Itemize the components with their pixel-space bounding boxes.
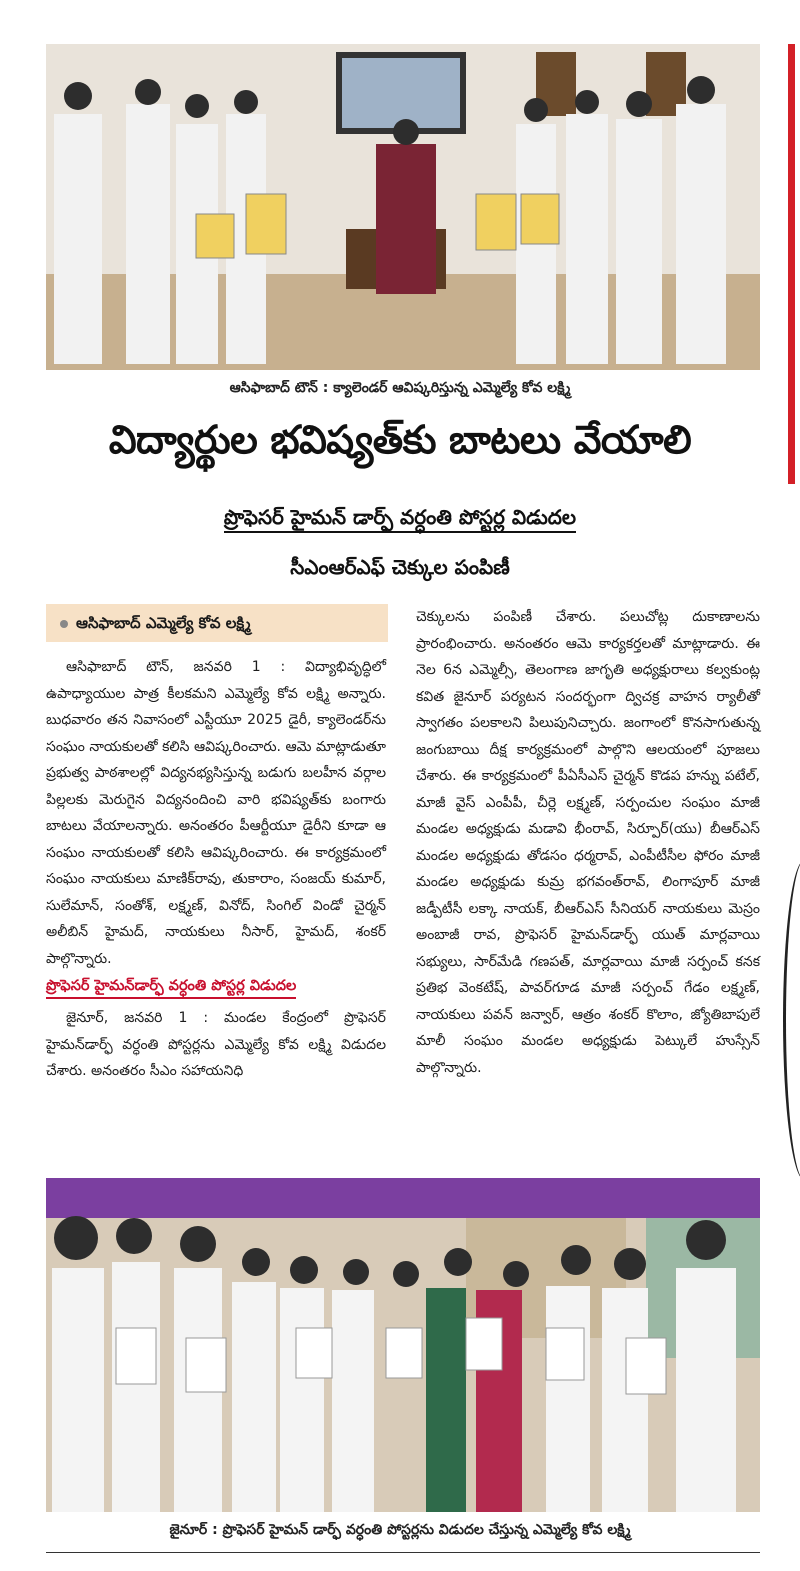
subheading-2: సీఎంఆర్ఎఫ్ చెక్కుల పంపిణీ [290,555,510,579]
byline-box [46,604,388,642]
bullet-icon [60,620,68,628]
headline: విద్యార్థుల భవిష్యత్‌కు బాటలు వేయాలి [108,418,692,463]
top-photo [46,44,760,370]
red-accent-strip [788,44,795,484]
sub-story-heading: ప్రొఫెసర్ హైమన్‌డార్ఫ్ వర్ధంతి పోస్టర్ల విడుదల [46,975,296,999]
column-1-paragraph-1: ఆసిఫాబాద్ టౌన్, జనవరి 1 : విద్యాభివృద్ధిలో ఉపాధ్యాయుల పాత్ర కీలకమని ఎమ్మెల్యే కోవ లక్ష్మి అన్నారు. బుధవారం తన నివాసంలో ఎస్టీయూ 2025 డైరీ, క్యాలెండర్‌ను సంఘం నాయకులతో కలిసి ఆవిష్కరించారు. ఆమె మాట్లాడుతూ ప్రభుత్వ పాఠశాలల్లో విద్యనభ్యసిస్తున్న బడుగు బలహీన వర్గాల పిల్లలకు మెరుగైన విద్యనందించి వారి భవిష్యత్‌కు బంగారు బాటలు వేయాలన్నారు. అనంతరం పీఆర్టీయూ డైరీని కూడా ఆ సంఘం నాయకులతో కలిసి ఆవిష్కరించారు. ఈ కార్యక్రమంలో సంఘం నాయకులు మాణిక్‌రావు, తుకారాం, సంజయ్ కుమార్, సులేమాన్, సంతోశ్, లక్ష్మణ్, వినోద్, సింగిల్ విండో చైర్మన్ అలీబిన్ హైమద్, నాయకులు నీసార్, హైమద్, శంకర్ పాల్గొన్నారు. [46,659,386,967]
subheading-1 [0,505,800,534]
column-2-paragraph-1: చెక్కులను పంపిణీ చేశారు. పలుచోట్ల దుకాణాలను ప్రారంభించారు. అనంతరం ఆమె కార్యకర్తలతో మాట్లాడారు. ఈ నెల 6న ఎమ్మెల్సీ, తెలంగాణ జాగృతి అధ్యక్షురాలు కల్వకుంట్ల కవిత జైనూర్ పర్యటన సందర్భంగా ద్విచక్ర వాహన ర్యాలీతో స్వాగతం పలకాలని పిలుపునిచ్చారు. జంగాంలో కొనసాగుతున్న జంగుబాయి దీక్ష కార్యక్రమంలో పాల్గొని ఆలయంలో పూజలు చేశారు. ఈ కార్యక్రమంలో పీఏసీఎస్ చైర్మన్ కొడప హన్ను పటేల్, మాజీ వైస్ ఎంపీపీ, చీర్లె లక్ష్మణ్, సర్పంచుల సంఘం మాజీ మండల అధ్యక్షుడు మడావి భీంరావ్, సిర్పూర్(యు) బీఆర్ఎస్ మండల అధ్యక్షుడు తోడసం ధర్మరావ్, ఎంపీటీసీల ఫోరం మాజీ మండల అధ్యక్షుడు కుమ్ర భగవంత్‌రావ్, లింగాపూర్ మాజీ జడ్పీటీసీ లక్కా నాయక్, బీఆర్ఎస్ సీనియర్ నాయకులు మెస్రం అంబాజీ రావ, ప్రొఫెసర్ హైమన్‌డార్ఫ్ యుత్ మార్లవాయి సభ్యులు, సార్‌మేడి గణపత్, మార్లవాయి మాజీ సర్పంచ్ కనక ప్రతిభ వెంకటేష్, పావర్‌గూడ మాజీ సర్పంచ్ గేడం లక్ష్మణ్, నాయకులు పవన్ జన్వార్, ఆత్రం శంకర్ కొలాం, జ్యోతిబాపులే మాలీ సంఘం మండల అధ్యక్షుడు పెట్కులే హుస్సేన్ పాల్గొన్నారు. [416,609,760,1076]
top-photo-caption: ఆసిఫాబాద్ టౌన్ : క్యాలెండర్ ఆవిష్కరిస్తున్న ఎమ్మెల్యే కోవ లక్ష్మి [229,380,571,396]
top-photo-image [46,44,760,370]
bottom-photo [46,1178,760,1512]
column-1-paragraph-2: జైనూర్, జనవరి 1 : మండల కేంద్రంలో ప్రొఫెసర్ హైమన్‌డార్ఫ్ వర్ధంతి పోస్టర్లను ఎమ్మెల్యే కోవ లక్ష్మి విడుదల చేశారు. అనంతరం సీఎం సహాయనిధి [46,1010,386,1079]
byline-text: ఆసిఫాబాద్ ఎమ్మెల్యే కోవ లక్ష్మి [76,614,251,632]
subheading-1-text: ప్రొఫెసర్ హైమన్ డార్ఫ్ వర్ధంతి పోస్టర్ల విడుదల [224,505,576,533]
bottom-photo-caption: జైనూర్ : ప్రొఫెసర్ హైమన్ డార్ఫ్ వర్ధంతి పోస్టర్లను విడుదల చేస్తున్న ఎమ్మెల్యే కోవ లక్ష్మి [169,1522,631,1538]
bottom-photo-image [46,1178,760,1512]
page-edge-curve [783,860,800,1180]
article-column-2 [416,604,760,1081]
article-column-1 [46,654,386,1085]
bottom-divider [46,1552,760,1553]
